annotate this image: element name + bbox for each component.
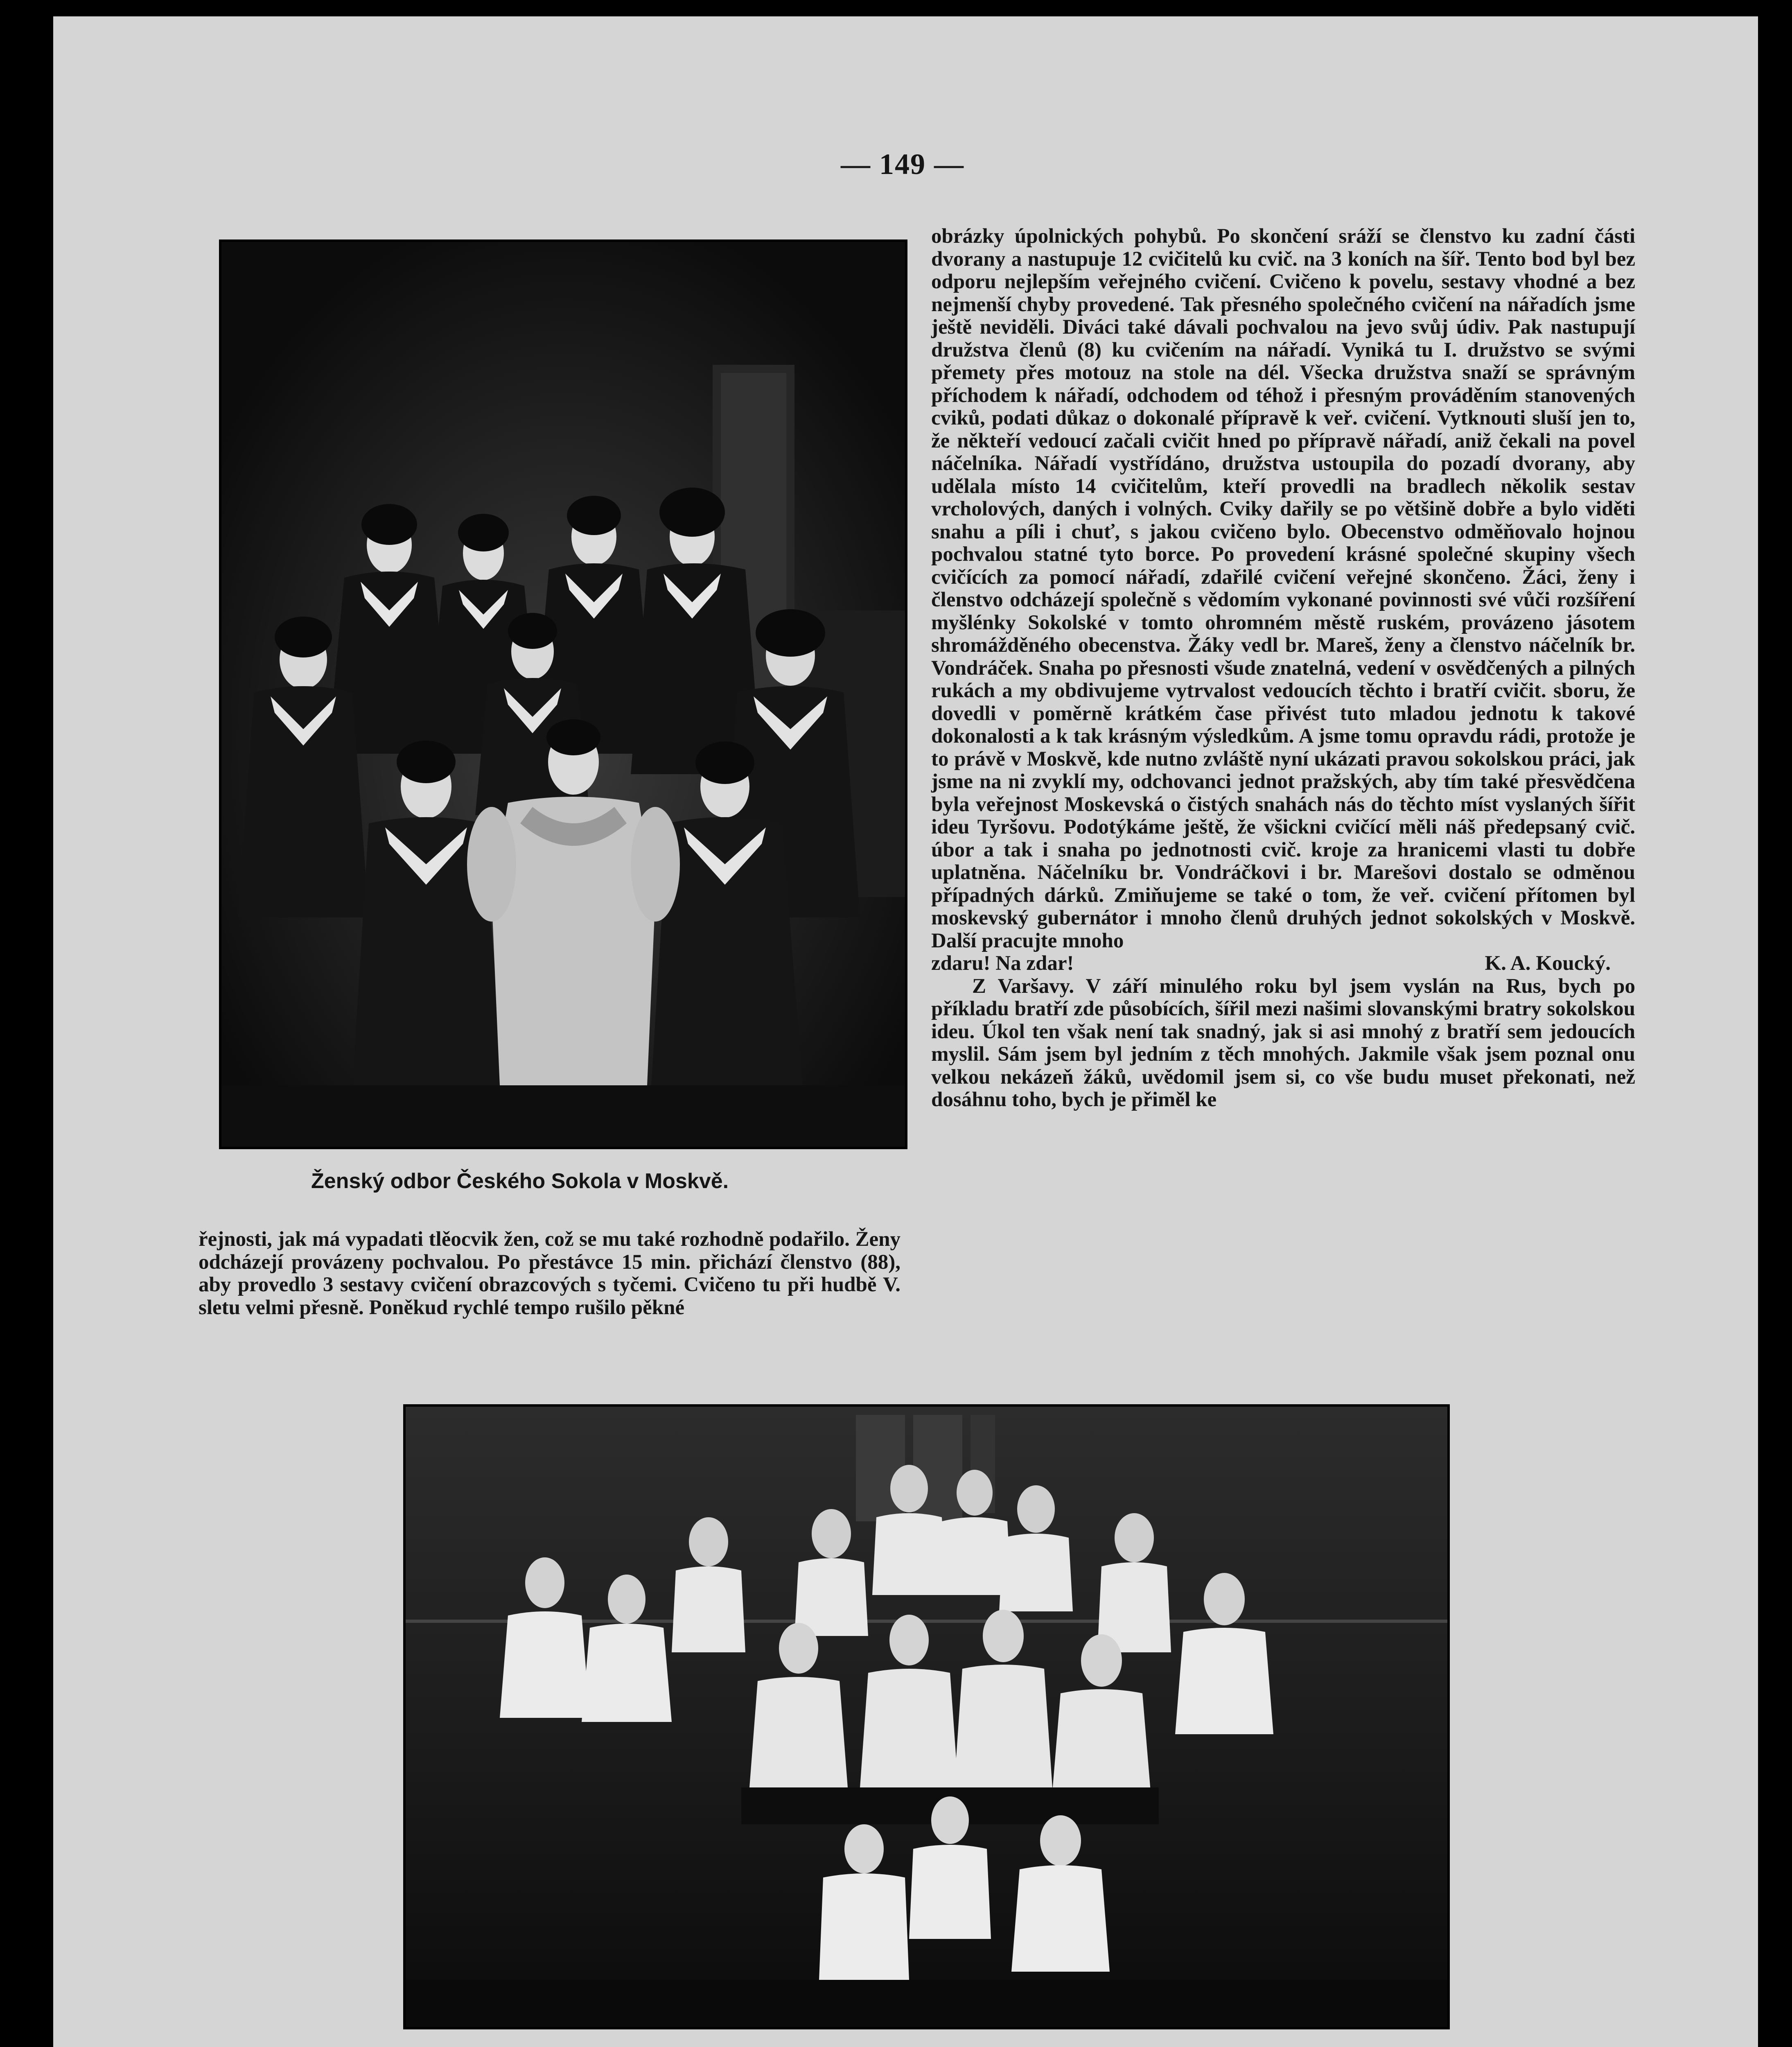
womens-group-photo-illustration — [221, 242, 905, 1147]
section-subheading-warsaw: Z Varšavy. — [972, 974, 1074, 998]
article-author: K. A. Koucký. — [1485, 952, 1611, 975]
left-column-text — [199, 1228, 901, 1319]
signoff-text: zdaru! Na zdar! — [931, 952, 1074, 975]
photo-instructors-corps — [403, 1404, 1450, 2029]
article-paragraph-warsaw — [931, 975, 1635, 1112]
article-paragraph-moscow: obrázky úpolnických pohybů. Po skončení sráží se členstvo ku zadní části dvorany a nastupuje 12 cvičitelů ku cvič. na 3 koních na šíř. Tento bod byl bez odporu nejlepším veřejného cvičení. Cvičeno k povelu, sestavy vhodné a bez nejmenší chyby provedené. Tak přesného společného cvičení na nářadích jsme ještě neviděli. Diváci také dávali pochvalou na jevo svůj údiv. Pak nastupují družstva členů (8) ku cvičením na nářadí. Vyniká tu I. družstvo se svými přemety přes motouz na stole na dél. Všecka družstva snaží se správným příchodem k nářadí, odchodem od téhož i přesným prováděním stanovených cviků, podati důkaz o dokonalé přípravě k veř. cvičení. Vytknouti sluší jen to, že někteří vedoucí začali cvičit hned po přípravě nářadí, aniž čekali na povel náčelníka. Nářadí vystřídáno, družstva ustoupila do pozadí dvorany, aby udělala místo 14 cvičitelům, kteří provedli na bradlech několik sestav vrcholových, daných i volných. Cviky dařily se po většině dobře a bylo viděti snahu a píli i chuť, s jakou cvičeno bylo. Obecenstvo odměňovalo hojnou pochvalou statné tyto borce. Po provedení krásné společné skupiny všech cvičících za pomocí nářadí, zdařilé cvičení veřejné skončeno. Žáci, ženy i členstvo odcházejí společně s vědomím vykonané povinnosti své vůči rozšíření myšlénky Sokolské v tomto ohromném městě ruském, provázeno jásotem shromážděného obecenstva. Žáky vedl br. Mareš, ženy a členstvo náčelník br. Vondráček. Snaha po přesnosti všude znatelná, vedení v osvědčených a pilných rukách a my obdivujeme vytrvalost vedoucích těchto i bratří cvičit. sboru, že dovedli v poměrně krátkém čase přivést tuto mladou jednotu k takové dokonalosti a k tak krásným výsledkům. A jsme tomu opravdu rádi, protože je to právě v Moskvě, kde nutno zvláště nyní ukázati pravou sokolskou práci, jak jsme na ni zvyklí my, odchovanci jednot pražských, aby tím také přesvědčena byla veřejnost Moskevská o čistých snahách nás do těchto míst vyslaných šířit ideu Tyršovu. Podotýkáme ještě, že všickni cvičící měli náš předepsaný cvič. úbor a tak i snaha po jednotnosti cvič. kroje za hranicemi vlasti tu dobře uplatněna. Náčelníku br. Vondráčkovi i br. Marešovi dostalo se odměnou případných dárků. Zmiňujeme se také o tom, že veř. cvičení přítomen byl moskevský gubernátor i mnoho členů druhých jednot sokolských v Moskvě. Další pracujte mnoho — [931, 225, 1635, 952]
page-sheet — [53, 16, 1758, 2047]
instructors-group-photo-illustration — [406, 1407, 1447, 2027]
left-column-paragraph: řejnosti, jak má vypadati tlěocvik žen, což se mu také rozhodně podařilo. Ženy odcházejí provázeny pochvalou. Po přestávce 15 min. přichází členstvo (88), aby provedlo 3 sestavy cvičení obrazcových s tyčemi. Cvičeno tu při hudbě V. sletu velmi přesně. Poněkud rychlé tempo rušilo pěkné — [199, 1228, 901, 1319]
article-signoff — [931, 952, 1635, 975]
page-number: — 149 — — [841, 148, 964, 181]
warsaw-paragraph-text: V září minulého roku byl jsem vyslán na Rus, bych po příkladu bratří zde působících, šířil mezi našimi slovanskými bratry sokolskou ideu. Úkol ten však není tak snadný, jak si asi mnohý z bratří sem jedoucích myslil. Sám jsem byl jedním z těch mnohých. Jakmile však jsem poznal onu velkou nekázeň žáků, uvědomil jsem si, co vše budu muset překonati, než dosáhnu toho, bych je přiměl ke — [931, 974, 1635, 1111]
caption-womens-section: Ženský odbor Českého Sokola v Moskvě. — [311, 1169, 729, 1193]
photo-womens-section — [219, 239, 907, 1149]
right-column-text — [931, 225, 1635, 1112]
